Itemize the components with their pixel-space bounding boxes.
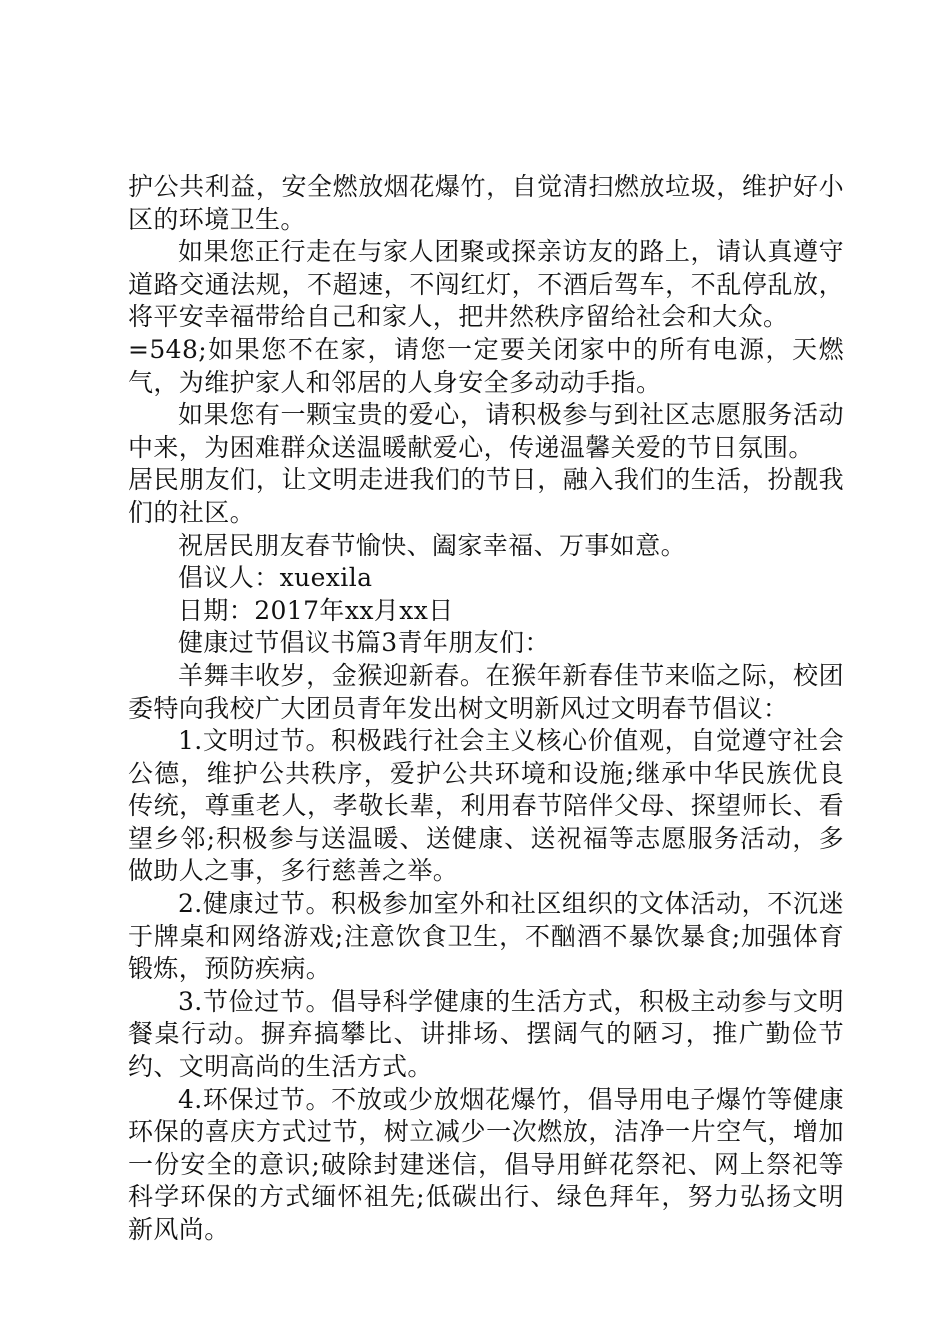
paragraph: 如果您正行走在与家人团聚或探亲访友的路上，请认真遵守道路交通法规，不超速，不闯红灯，不酒后驾车，不乱停乱放，将平安幸福带给自己和家人，把井然秩序留给社会和大众。 (128, 237, 844, 332)
paragraph: =548;如果您不在家，请您一定要关闭家中的所有电源，天燃气，为维护家人和邻居的人身安全多动动手指。 (128, 334, 844, 397)
date-line: 日期：2017年xx月xx日 (178, 595, 454, 625)
paragraph: 护公共利益，安全燃放烟花爆竹，自觉清扫燃放垃圾，维护好小区的环境卫生。 (128, 172, 844, 234)
list-item: 4.环保过节。不放或少放烟花爆竹，倡导用电子爆竹等健康环保的喜庆方式过节，树立减少一次燃放，洁净一片空气，增加一份安全的意识;破除封建迷信，倡导用鲜花祭祀、网上祭祀等科学环保的方式缅怀祖先;低碳出行、绿色拜年，努力弘扬文明新风尚。 (128, 1084, 844, 1244)
paragraph: 如果您有一颗宝贵的爱心，请积极参与到社区志愿服务活动中来，为困难群众送温暖献爱心，传递温馨关爱的节日氛围。 (128, 400, 844, 462)
list-item: 2.健康过节。积极参加室外和社区组织的文体活动，不沉迷于牌桌和网络游戏;注意饮食卫生，不酗酒不暴饮暴食;加强体育锻炼，预防疾病。 (128, 889, 844, 984)
section-heading: 健康过节倡议书篇3青年朋友们： (178, 628, 550, 658)
list-item: 3.节俭过节。倡导科学健康的生活方式，积极主动参与文明餐桌行动。摒弃搞攀比、讲排场、摆阔气的陋习，推广勤俭节约、文明高尚的生活方式。 (128, 986, 844, 1082)
paragraph: 居民朋友们，让文明走进我们的节日，融入我们的生活，扮靓我们的社区。 (128, 465, 844, 527)
greeting-line: 祝居民朋友春节愉快、阖家幸福、万事如意。 (178, 530, 687, 560)
document-body (128, 171, 844, 1247)
paragraph: 羊舞丰收岁，金猴迎新春。在猴年新春佳节来临之际，校团委特向我校广大团员青年发出树文明新风过文明春节倡议： (128, 660, 844, 723)
initiator-line: 倡议人：xuexila (178, 563, 373, 593)
list-item: 1.文明过节。积极践行社会主义核心价值观，自觉遵守社会公德，维护公共秩序，爱护公共环境和设施;继承中华民族优良传统，尊重老人，孝敬长辈，利用春节陪伴父母、探望师长、看望乡邻;积极参与送温暖、送健康、送祝福等志愿服务活动，多做助人之事，多行慈善之举。 (128, 726, 844, 886)
